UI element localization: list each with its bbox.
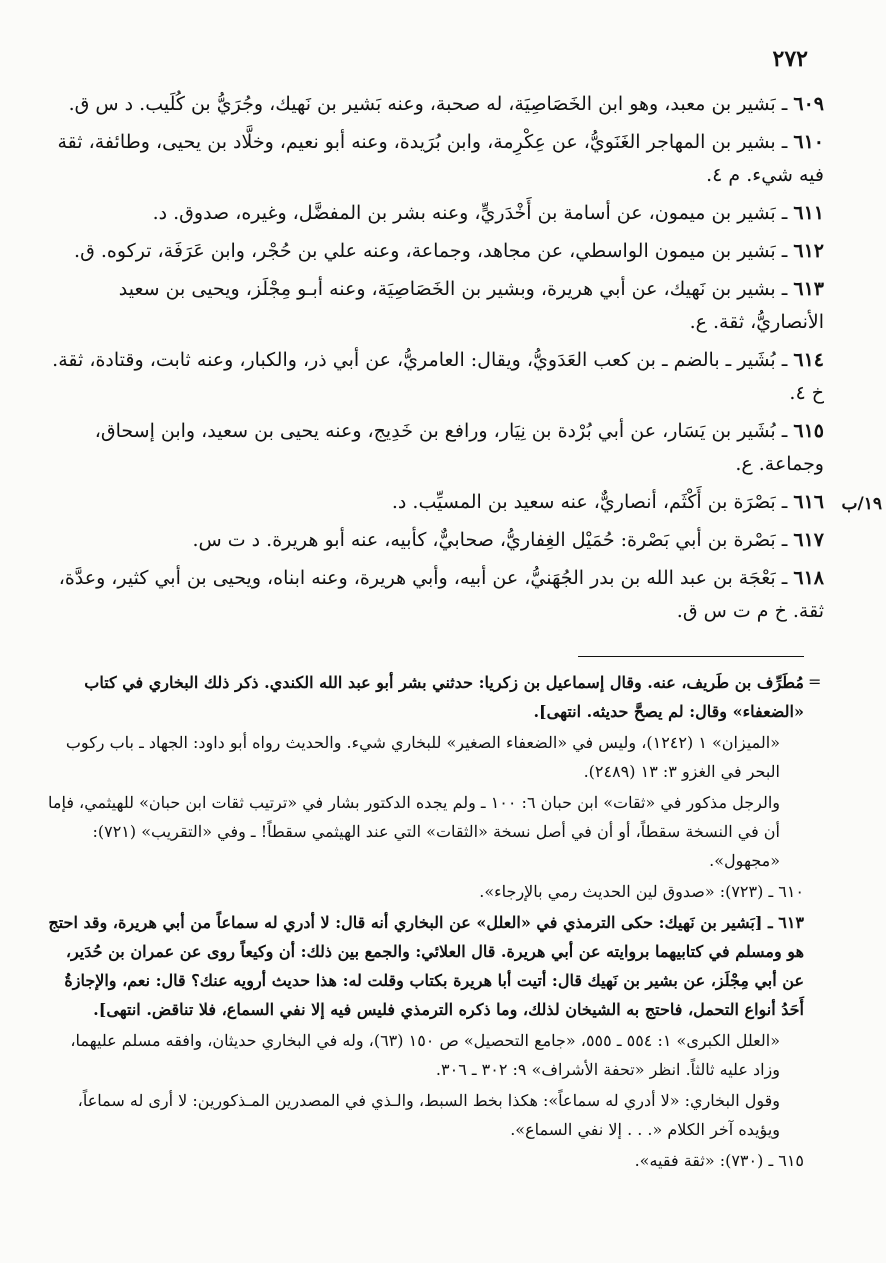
entry-text: بَصْرة بن أبي بَصْرة: حُمَيْل الغِفاريُّ، صحابيٌّ، كأبيه، عنه أبو هريرة. د ت س. bbox=[192, 529, 776, 551]
footnote-paragraph: «العلل الكبرى» ١: ٥٥٤ ـ ٥٥٥، «جامع التحصيل» ص ١٥٠ (٦٣)، وله في البخاري حديثان، وافقه مسلم عليهما، وزاد عليه ثالثاً. انظر «تحفة الأشراف» ٩: ٣٠٢ ـ ٣٠٦. bbox=[70, 1031, 780, 1079]
footnote-paragraph: وقول البخاري: «لا أدري له سماعاً»: هكذا بخط السبط، والـذي في المصدرين المـذكورين: لا أرى له سماعاً، ويؤيده آخر الكلام «. . . إلا نفي السماع». bbox=[77, 1091, 780, 1139]
entry-text: بَشير بن ميمون، عن أسامة بن أَخْدَريٍّ، وعنه بشر بن المفضَّل، وغيره، صدوق. د. bbox=[152, 202, 776, 224]
entry: ٦١٦ ـ بَصْرَة بن أَكْثَم، أنصاريٌّ، عنه سعيد بن المسيِّب. د. bbox=[391, 491, 824, 513]
entry-number: ٦١٠ bbox=[793, 131, 824, 153]
entry-number: ٦١٥ bbox=[793, 420, 824, 442]
entry-text: بشير بن نَهيك، عن أبي هريرة، وبشير بن الخَصَاصِيَة، وعنه أبـو مِجْلَز، ويحيى بن سعيد الأنصاريُّ، ثقة. ع. bbox=[118, 278, 824, 333]
entry-text: بَشير بن ميمون الواسطي، عن مجاهد، وجماعة، وعنه علي بن حُجْر، وابن عَرَفَة، تركوه. ق. bbox=[74, 240, 776, 262]
entry-text: بُشَير ـ بالضم ـ بن كعب العَدَويُّ، ويقال: العامريُّ، عن أبي ذر، والكبار، وعنه ثابت، وقتادة، ثقة. خ ٤. bbox=[52, 349, 824, 404]
entry-number: ٦١٢ bbox=[793, 240, 824, 262]
entry-number: ٦١٨ bbox=[793, 567, 824, 589]
entry: ٦١٥ ـ بُشَير بن يَسَار، عن أبي بُرْدة بن نِيَار، ورافع بن خَدِيج، وعنه يحيى بن سعيد، وابن إسحاق، وجماعة. ع. bbox=[94, 420, 824, 475]
entry: ٦٠٩ ـ بَشير بن معبد، وهو ابن الخَصَاصِيَة، له صحبة، وعنه بَشير بن نَهيك، وجُرَيُّ بن كُلَيب. د س ق. bbox=[68, 93, 824, 115]
entry-number: ٦١٤ bbox=[793, 349, 824, 371]
entry-text: بَصْرَة بن أَكْثَم، أنصاريٌّ، عنه سعيد بن المسيِّب. د. bbox=[391, 491, 776, 513]
footnote-paragraph: «الميزان» ١ (١٢٤٢)، وليس في «الضعفاء الصغير» للبخاري شيء. والحديث رواه أبو داود: الجهاد ـ باب ركوب البحر في الغزو ٣: ١٣ (٢٤٨٩). bbox=[65, 733, 780, 781]
entry: ٦١١ ـ بَشير بن ميمون، عن أسامة بن أَخْدَريٍّ، وعنه بشر بن المفضَّل، وغيره، صدوق. د. bbox=[152, 202, 824, 224]
entry-number: ٦٠٩ bbox=[793, 93, 824, 115]
manuscript-folio-ref: ١٩/ب bbox=[841, 494, 882, 514]
page-number: ٢٧٢ bbox=[772, 46, 808, 72]
footnote-paragraph: ٦١٣ ـ [بَشير بن نَهيك: حكى الترمذي في «العلل» عن البخاري أنه قال: لا أدري له سماعاً من أبي هريرة، وقد احتج هو ومسلم في كتابيهما بروايته عن أبي هريرة. قال العلائي: والجمع بين ذلك: أن وكيعاً روى عن عمران بن حُدَير، عن أبي مِجْلَز، عن بشير بن نَهيك قال: أتيت أبا هريرة بكتاب وقلت له: هذا حديث أرويه عنك؟ قال: نعم، والإجازةُ أَحَدُ أنواع التحمل، فاحتج به الشيخان لذلك، وما ذكره الترمذي فليس فيه إلا نفي السماع، فلا تناقض. انتهى]. bbox=[48, 913, 804, 1019]
entry-text: بُشَير بن يَسَار، عن أبي بُرْدة بن نِيَار، ورافع بن خَدِيج، وعنه يحيى بن سعيد، وابن إسحاق، وجماعة. ع. bbox=[94, 420, 824, 475]
footnote-paragraph: ٦١٠ ـ (٧٢٣): «صدوق لين الحديث رمي بالإرجاء». bbox=[479, 882, 804, 901]
entry-number: ٦١٣ bbox=[793, 278, 824, 300]
entry: ٦١٧ ـ بَصْرة بن أبي بَصْرة: حُمَيْل الغِفاريُّ، صحابيٌّ، كأبيه، عنه أبو هريرة. د ت س. bbox=[192, 529, 824, 551]
footnote-divider bbox=[578, 656, 804, 657]
entry: ٦١٢ ـ بَشير بن ميمون الواسطي، عن مجاهد، وجماعة، وعنه علي بن حُجْر، وابن عَرَفَة، تركوه. ق. bbox=[74, 240, 824, 262]
biographical-entries bbox=[40, 88, 824, 633]
entry: ٦١٤ ـ بُشَير ـ بالضم ـ بن كعب العَدَويُّ، ويقال: العامريُّ، عن أبي ذر، والكبار، وعنه ثابت، وقتادة، ثقة. خ ٤. bbox=[52, 349, 824, 404]
entry-number: ٦١١ bbox=[793, 202, 824, 224]
entry-text: بشير بن المهاجر الغَنَويُّ، عن عِكْرِمة، وابن بُرَيدة، وعنه أبو نعيم، وخلَّاد بن يحيى، وطائفة، ثقة فيه شيء. م ٤. bbox=[57, 131, 824, 186]
entry-text: بَشير بن معبد، وهو ابن الخَصَاصِيَة، له صحبة، وعنه بَشير بن نَهيك، وجُرَيُّ بن كُلَيب. د س ق. bbox=[68, 93, 776, 115]
entry: ٦١٣ ـ بشير بن نَهيك، عن أبي هريرة، وبشير بن الخَصَاصِيَة، وعنه أبـو مِجْلَز، ويحيى بن سعيد الأنصاريُّ، ثقة. ع. bbox=[118, 278, 824, 333]
footnote-continuation-marker: = bbox=[808, 672, 822, 691]
entry: ٦١٨ ـ بَعْجَة بن عبد الله بن بدر الجُهَنيُّ، عن أبيه، وأبي هريرة، وعنه ابناه، ويحيى بن أبي كثير، وعدَّة، ثقة. خ م ت س ق. bbox=[58, 567, 824, 622]
footnote-paragraph: ٦١٥ ـ (٧٣٠): «ثقة فقيه». bbox=[634, 1151, 804, 1170]
entry: ٦١٠ ـ بشير بن المهاجر الغَنَويُّ، عن عِكْرِمة، وابن بُرَيدة، وعنه أبو نعيم، وخلَّاد بن يحيى، وطائفة، ثقة فيه شيء. م ٤. bbox=[57, 131, 824, 186]
entry-text: بَعْجَة بن عبد الله بن بدر الجُهَنيُّ، عن أبيه، وأبي هريرة، وعنه ابناه، ويحيى بن أبي كثير، وعدَّة، ثقة. خ م ت س ق. bbox=[58, 567, 824, 622]
entry-number: ٦١٧ bbox=[793, 529, 824, 551]
footnotes bbox=[40, 668, 804, 1177]
entry-number: ٦١٦ bbox=[793, 491, 824, 513]
footnote-paragraph: مُطَرِّف بن طَريف، عنه. وقال إسماعيل بن زكريا: حدثني بشر أبو عبد الله الكندي. ذكر ذلك البخاري في كتاب «الضعفاء» وقال: لم يصحَّ حديثه. انتهى]. bbox=[84, 673, 804, 721]
footnote-paragraph: والرجل مذكور في «ثقات» ابن حبان ٦: ١٠٠ ـ ولم يجده الدكتور بشار في «ترتيب ثقات ابن حبان» للهيثمي، فإما أن في النسخة سقطاً، أو أن في أصل نسخة «الثقات» التي عند الهيثمي سقطاً! ـ وفي «التقريب» (٧٢١): «مجهول». bbox=[48, 793, 780, 870]
